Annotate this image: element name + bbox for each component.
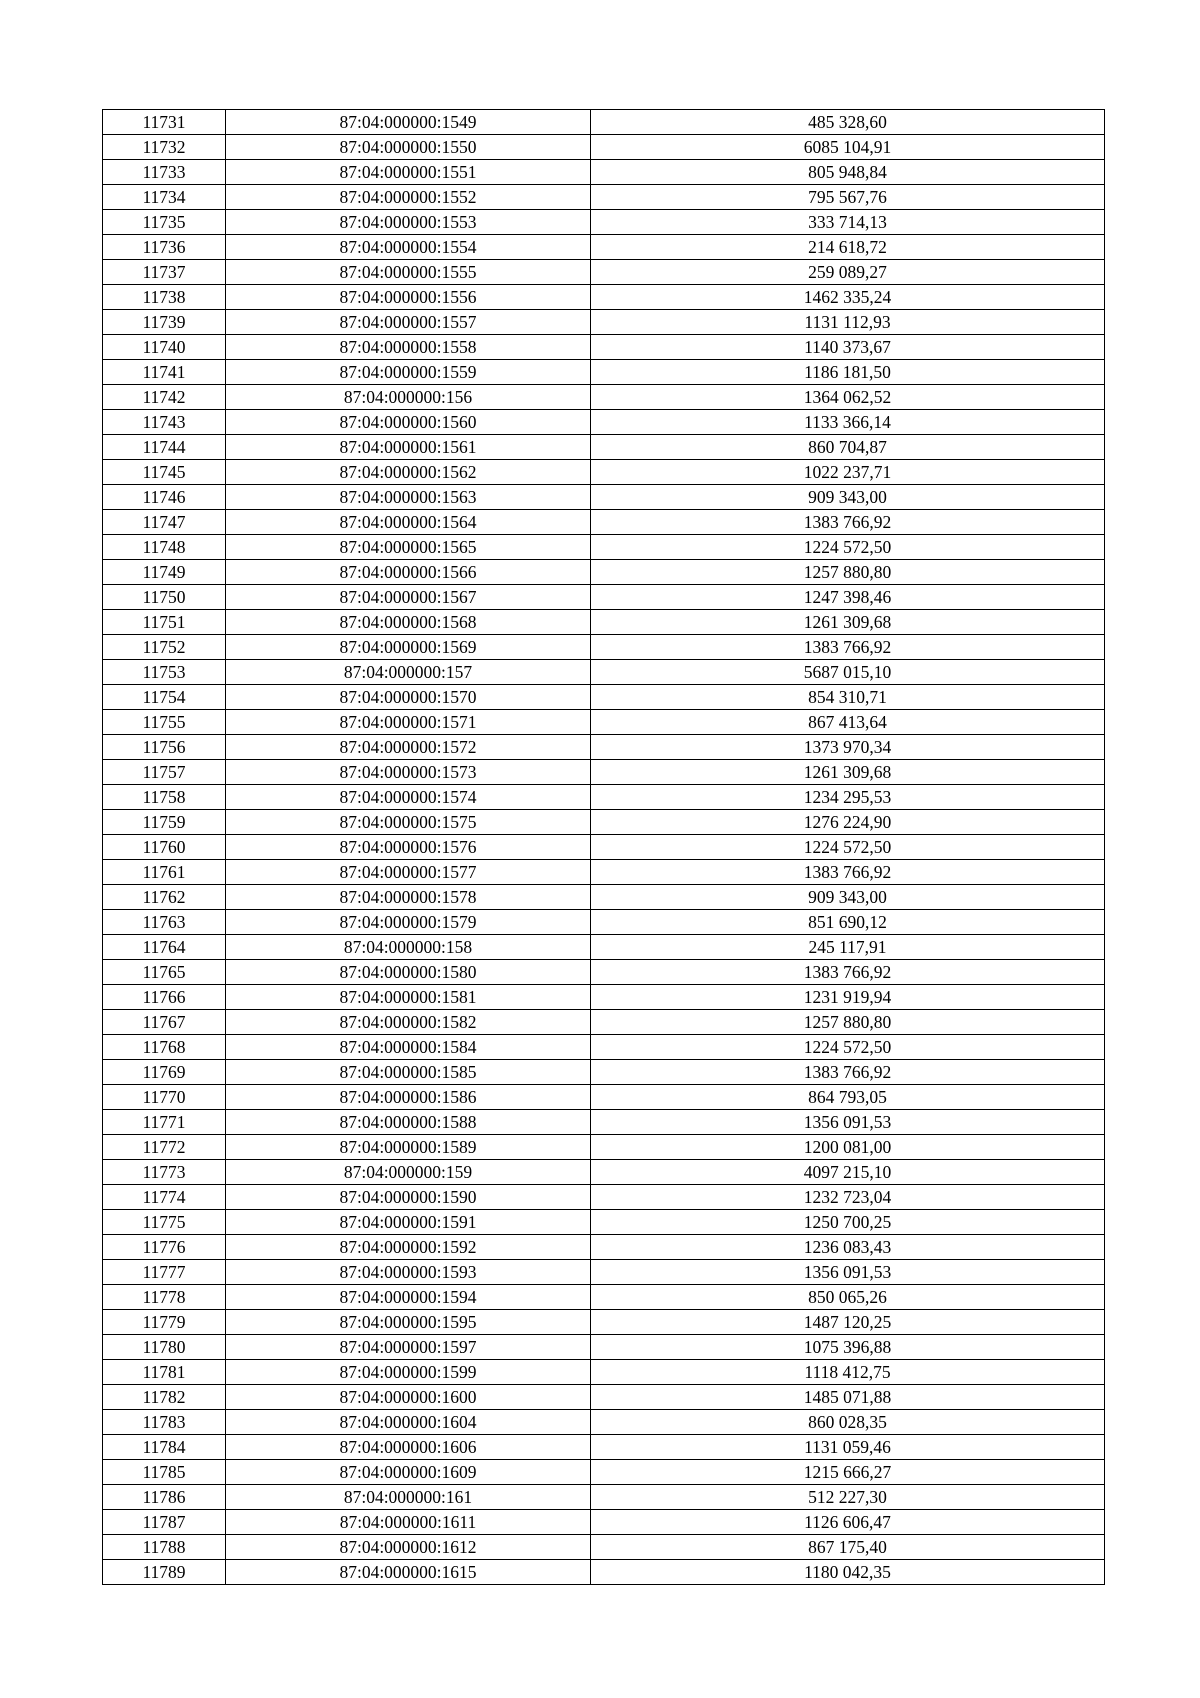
cadastral-value-cell: 259 089,27 bbox=[591, 260, 1105, 285]
row-number-cell: 11784 bbox=[103, 1435, 226, 1460]
cadastral-value-cell: 1383 766,92 bbox=[591, 635, 1105, 660]
row-number-cell: 11787 bbox=[103, 1510, 226, 1535]
cadastral-value-cell: 1232 723,04 bbox=[591, 1185, 1105, 1210]
cadastral-value-cell: 485 328,60 bbox=[591, 110, 1105, 135]
table-row bbox=[103, 1010, 1105, 1035]
cadastral-value-cell: 795 567,76 bbox=[591, 185, 1105, 210]
cadastral-number-cell: 87:04:000000:1568 bbox=[226, 610, 591, 635]
cadastral-value-cell: 214 618,72 bbox=[591, 235, 1105, 260]
cadastral-value-cell: 1131 112,93 bbox=[591, 310, 1105, 335]
table-row bbox=[103, 885, 1105, 910]
cadastral-value-cell: 4097 215,10 bbox=[591, 1160, 1105, 1185]
cadastral-number-cell: 87:04:000000:156 bbox=[226, 385, 591, 410]
row-number-cell: 11758 bbox=[103, 785, 226, 810]
cadastral-number-cell: 87:04:000000:1611 bbox=[226, 1510, 591, 1535]
cadastral-number-cell: 87:04:000000:1572 bbox=[226, 735, 591, 760]
cadastral-number-cell: 87:04:000000:1593 bbox=[226, 1260, 591, 1285]
cadastral-value-cell: 860 704,87 bbox=[591, 435, 1105, 460]
table-row bbox=[103, 1235, 1105, 1260]
cadastral-number-cell: 87:04:000000:1552 bbox=[226, 185, 591, 210]
cadastral-value-cell: 6085 104,91 bbox=[591, 135, 1105, 160]
table-row bbox=[103, 1485, 1105, 1510]
cadastral-number-cell: 87:04:000000:1563 bbox=[226, 485, 591, 510]
cadastral-number-cell: 87:04:000000:1562 bbox=[226, 460, 591, 485]
cadastral-value-cell: 1364 062,52 bbox=[591, 385, 1105, 410]
table-row bbox=[103, 485, 1105, 510]
cadastral-value-cell: 805 948,84 bbox=[591, 160, 1105, 185]
row-number-cell: 11759 bbox=[103, 810, 226, 835]
cadastral-number-cell: 87:04:000000:1615 bbox=[226, 1560, 591, 1585]
table-row bbox=[103, 135, 1105, 160]
row-number-cell: 11785 bbox=[103, 1460, 226, 1485]
cadastral-number-cell: 87:04:000000:1592 bbox=[226, 1235, 591, 1260]
cadastral-value-cell: 909 343,00 bbox=[591, 885, 1105, 910]
cadastral-number-cell: 87:04:000000:1571 bbox=[226, 710, 591, 735]
table-row bbox=[103, 860, 1105, 885]
table-row bbox=[103, 1560, 1105, 1585]
row-number-cell: 11744 bbox=[103, 435, 226, 460]
cadastral-value-cell: 1356 091,53 bbox=[591, 1110, 1105, 1135]
cadastral-number-cell: 87:04:000000:1590 bbox=[226, 1185, 591, 1210]
cadastral-value-cell: 1261 309,68 bbox=[591, 610, 1105, 635]
cadastral-value-cell: 1224 572,50 bbox=[591, 535, 1105, 560]
table-row bbox=[103, 710, 1105, 735]
cadastral-number-cell: 87:04:000000:1564 bbox=[226, 510, 591, 535]
cadastral-value-cell: 1180 042,35 bbox=[591, 1560, 1105, 1585]
cadastral-value-cell: 1261 309,68 bbox=[591, 760, 1105, 785]
table-row bbox=[103, 910, 1105, 935]
cadastral-value-cell: 333 714,13 bbox=[591, 210, 1105, 235]
row-number-cell: 11733 bbox=[103, 160, 226, 185]
cadastral-value-cell: 864 793,05 bbox=[591, 1085, 1105, 1110]
row-number-cell: 11788 bbox=[103, 1535, 226, 1560]
table-row bbox=[103, 935, 1105, 960]
table-row bbox=[103, 310, 1105, 335]
row-number-cell: 11774 bbox=[103, 1185, 226, 1210]
cadastral-value-cell: 1462 335,24 bbox=[591, 285, 1105, 310]
table-row bbox=[103, 510, 1105, 535]
row-number-cell: 11782 bbox=[103, 1385, 226, 1410]
cadastral-value-cell: 1234 295,53 bbox=[591, 785, 1105, 810]
row-number-cell: 11757 bbox=[103, 760, 226, 785]
cadastral-number-cell: 87:04:000000:1591 bbox=[226, 1210, 591, 1235]
table-row bbox=[103, 760, 1105, 785]
table-row bbox=[103, 410, 1105, 435]
cadastral-value-cell: 1022 237,71 bbox=[591, 460, 1105, 485]
table-row bbox=[103, 985, 1105, 1010]
cadastral-value-cell: 5687 015,10 bbox=[591, 660, 1105, 685]
cadastral-number-cell: 87:04:000000:1561 bbox=[226, 435, 591, 460]
cadastral-value-cell: 1140 373,67 bbox=[591, 335, 1105, 360]
table-row bbox=[103, 535, 1105, 560]
cadastral-value-cell: 1224 572,50 bbox=[591, 1035, 1105, 1060]
row-number-cell: 11737 bbox=[103, 260, 226, 285]
cadastral-number-cell: 87:04:000000:1575 bbox=[226, 810, 591, 835]
cadastral-number-cell: 87:04:000000:1569 bbox=[226, 635, 591, 660]
cadastral-number-cell: 87:04:000000:1573 bbox=[226, 760, 591, 785]
row-number-cell: 11749 bbox=[103, 560, 226, 585]
row-number-cell: 11731 bbox=[103, 110, 226, 135]
cadastral-number-cell: 87:04:000000:1578 bbox=[226, 885, 591, 910]
cadastral-value-cell: 1118 412,75 bbox=[591, 1360, 1105, 1385]
cadastral-value-table bbox=[102, 109, 1105, 1585]
table-row bbox=[103, 1535, 1105, 1560]
table-row bbox=[103, 660, 1105, 685]
row-number-cell: 11736 bbox=[103, 235, 226, 260]
table-row bbox=[103, 735, 1105, 760]
cadastral-number-cell: 87:04:000000:1609 bbox=[226, 1460, 591, 1485]
table-row bbox=[103, 1060, 1105, 1085]
table-row bbox=[103, 1210, 1105, 1235]
table-row bbox=[103, 560, 1105, 585]
cadastral-value-cell: 1250 700,25 bbox=[591, 1210, 1105, 1235]
cadastral-value-cell: 1075 396,88 bbox=[591, 1335, 1105, 1360]
row-number-cell: 11762 bbox=[103, 885, 226, 910]
table-body bbox=[103, 110, 1105, 1585]
row-number-cell: 11781 bbox=[103, 1360, 226, 1385]
table-row bbox=[103, 460, 1105, 485]
cadastral-number-cell: 87:04:000000:1551 bbox=[226, 160, 591, 185]
cadastral-number-cell: 87:04:000000:1559 bbox=[226, 360, 591, 385]
cadastral-value-cell: 245 117,91 bbox=[591, 935, 1105, 960]
table-row bbox=[103, 285, 1105, 310]
cadastral-value-cell: 850 065,26 bbox=[591, 1285, 1105, 1310]
cadastral-value-cell: 1215 666,27 bbox=[591, 1460, 1105, 1485]
table-row bbox=[103, 260, 1105, 285]
cadastral-value-cell: 1383 766,92 bbox=[591, 860, 1105, 885]
table-row bbox=[103, 1160, 1105, 1185]
cadastral-number-cell: 87:04:000000:1588 bbox=[226, 1110, 591, 1135]
row-number-cell: 11766 bbox=[103, 985, 226, 1010]
table-row bbox=[103, 210, 1105, 235]
cadastral-value-cell: 1200 081,00 bbox=[591, 1135, 1105, 1160]
cadastral-value-cell: 512 227,30 bbox=[591, 1485, 1105, 1510]
table-row bbox=[103, 1310, 1105, 1335]
row-number-cell: 11746 bbox=[103, 485, 226, 510]
cadastral-number-cell: 87:04:000000:1550 bbox=[226, 135, 591, 160]
row-number-cell: 11777 bbox=[103, 1260, 226, 1285]
cadastral-number-cell: 87:04:000000:1581 bbox=[226, 985, 591, 1010]
table-row bbox=[103, 1460, 1105, 1485]
cadastral-number-cell: 87:04:000000:1553 bbox=[226, 210, 591, 235]
cadastral-number-cell: 87:04:000000:1599 bbox=[226, 1360, 591, 1385]
row-number-cell: 11769 bbox=[103, 1060, 226, 1085]
row-number-cell: 11768 bbox=[103, 1035, 226, 1060]
cadastral-number-cell: 87:04:000000:1595 bbox=[226, 1310, 591, 1335]
table-row bbox=[103, 435, 1105, 460]
cadastral-number-cell: 87:04:000000:1597 bbox=[226, 1335, 591, 1360]
cadastral-value-cell: 1133 366,14 bbox=[591, 410, 1105, 435]
cadastral-value-cell: 867 413,64 bbox=[591, 710, 1105, 735]
table-row bbox=[103, 685, 1105, 710]
cadastral-value-cell: 1186 181,50 bbox=[591, 360, 1105, 385]
row-number-cell: 11771 bbox=[103, 1110, 226, 1135]
cadastral-number-cell: 87:04:000000:1586 bbox=[226, 1085, 591, 1110]
cadastral-value-cell: 1356 091,53 bbox=[591, 1260, 1105, 1285]
row-number-cell: 11738 bbox=[103, 285, 226, 310]
row-number-cell: 11740 bbox=[103, 335, 226, 360]
cadastral-number-cell: 87:04:000000:1600 bbox=[226, 1385, 591, 1410]
table-row bbox=[103, 1285, 1105, 1310]
cadastral-value-cell: 1231 919,94 bbox=[591, 985, 1105, 1010]
row-number-cell: 11742 bbox=[103, 385, 226, 410]
table-row bbox=[103, 160, 1105, 185]
row-number-cell: 11760 bbox=[103, 835, 226, 860]
row-number-cell: 11747 bbox=[103, 510, 226, 535]
row-number-cell: 11789 bbox=[103, 1560, 226, 1585]
row-number-cell: 11739 bbox=[103, 310, 226, 335]
row-number-cell: 11756 bbox=[103, 735, 226, 760]
cadastral-number-cell: 87:04:000000:1570 bbox=[226, 685, 591, 710]
cadastral-number-cell: 87:04:000000:1584 bbox=[226, 1035, 591, 1060]
table-row bbox=[103, 1360, 1105, 1385]
table-row bbox=[103, 1435, 1105, 1460]
cadastral-number-cell: 87:04:000000:1576 bbox=[226, 835, 591, 860]
cadastral-value-cell: 1247 398,46 bbox=[591, 585, 1105, 610]
row-number-cell: 11743 bbox=[103, 410, 226, 435]
cadastral-number-cell: 87:04:000000:1555 bbox=[226, 260, 591, 285]
cadastral-number-cell: 87:04:000000:159 bbox=[226, 1160, 591, 1185]
table-row bbox=[103, 635, 1105, 660]
cadastral-value-cell: 1224 572,50 bbox=[591, 835, 1105, 860]
table-row bbox=[103, 1135, 1105, 1160]
cadastral-number-cell: 87:04:000000:1606 bbox=[226, 1435, 591, 1460]
table-row bbox=[103, 610, 1105, 635]
row-number-cell: 11765 bbox=[103, 960, 226, 985]
table-row bbox=[103, 185, 1105, 210]
row-number-cell: 11752 bbox=[103, 635, 226, 660]
cadastral-value-cell: 1126 606,47 bbox=[591, 1510, 1105, 1535]
row-number-cell: 11778 bbox=[103, 1285, 226, 1310]
table-row bbox=[103, 235, 1105, 260]
row-number-cell: 11775 bbox=[103, 1210, 226, 1235]
table-row bbox=[103, 110, 1105, 135]
cadastral-value-cell: 1257 880,80 bbox=[591, 560, 1105, 585]
row-number-cell: 11763 bbox=[103, 910, 226, 935]
table-row bbox=[103, 1410, 1105, 1435]
cadastral-value-cell: 1383 766,92 bbox=[591, 960, 1105, 985]
cadastral-value-cell: 854 310,71 bbox=[591, 685, 1105, 710]
cadastral-number-cell: 87:04:000000:1577 bbox=[226, 860, 591, 885]
cadastral-number-cell: 87:04:000000:1579 bbox=[226, 910, 591, 935]
cadastral-number-cell: 87:04:000000:1567 bbox=[226, 585, 591, 610]
cadastral-number-cell: 87:04:000000:1580 bbox=[226, 960, 591, 985]
table-row bbox=[103, 785, 1105, 810]
row-number-cell: 11770 bbox=[103, 1085, 226, 1110]
row-number-cell: 11783 bbox=[103, 1410, 226, 1435]
cadastral-number-cell: 87:04:000000:1589 bbox=[226, 1135, 591, 1160]
cadastral-value-cell: 1373 970,34 bbox=[591, 735, 1105, 760]
cadastral-value-cell: 1487 120,25 bbox=[591, 1310, 1105, 1335]
cadastral-value-cell: 1485 071,88 bbox=[591, 1385, 1105, 1410]
cadastral-number-cell: 87:04:000000:1566 bbox=[226, 560, 591, 585]
row-number-cell: 11732 bbox=[103, 135, 226, 160]
cadastral-number-cell: 87:04:000000:1556 bbox=[226, 285, 591, 310]
cadastral-number-cell: 87:04:000000:1582 bbox=[226, 1010, 591, 1035]
cadastral-number-cell: 87:04:000000:1557 bbox=[226, 310, 591, 335]
cadastral-number-cell: 87:04:000000:1594 bbox=[226, 1285, 591, 1310]
cadastral-number-cell: 87:04:000000:158 bbox=[226, 935, 591, 960]
cadastral-value-cell: 1383 766,92 bbox=[591, 1060, 1105, 1085]
cadastral-number-cell: 87:04:000000:1549 bbox=[226, 110, 591, 135]
cadastral-number-cell: 87:04:000000:1612 bbox=[226, 1535, 591, 1560]
row-number-cell: 11735 bbox=[103, 210, 226, 235]
table-row bbox=[103, 335, 1105, 360]
row-number-cell: 11773 bbox=[103, 1160, 226, 1185]
cadastral-number-cell: 87:04:000000:1604 bbox=[226, 1410, 591, 1435]
table-row bbox=[103, 585, 1105, 610]
table-row bbox=[103, 1085, 1105, 1110]
row-number-cell: 11750 bbox=[103, 585, 226, 610]
cadastral-number-cell: 87:04:000000:157 bbox=[226, 660, 591, 685]
table-row bbox=[103, 1510, 1105, 1535]
table-row bbox=[103, 1260, 1105, 1285]
row-number-cell: 11734 bbox=[103, 185, 226, 210]
row-number-cell: 11764 bbox=[103, 935, 226, 960]
cadastral-value-cell: 909 343,00 bbox=[591, 485, 1105, 510]
table-row bbox=[103, 810, 1105, 835]
cadastral-value-cell: 1257 880,80 bbox=[591, 1010, 1105, 1035]
cadastral-number-cell: 87:04:000000:1574 bbox=[226, 785, 591, 810]
cadastral-value-cell: 867 175,40 bbox=[591, 1535, 1105, 1560]
row-number-cell: 11786 bbox=[103, 1485, 226, 1510]
row-number-cell: 11753 bbox=[103, 660, 226, 685]
cadastral-number-cell: 87:04:000000:1565 bbox=[226, 535, 591, 560]
cadastral-value-cell: 860 028,35 bbox=[591, 1410, 1105, 1435]
cadastral-number-cell: 87:04:000000:1585 bbox=[226, 1060, 591, 1085]
cadastral-number-cell: 87:04:000000:161 bbox=[226, 1485, 591, 1510]
cadastral-value-cell: 1383 766,92 bbox=[591, 510, 1105, 535]
cadastral-number-cell: 87:04:000000:1558 bbox=[226, 335, 591, 360]
row-number-cell: 11779 bbox=[103, 1310, 226, 1335]
table-row bbox=[103, 360, 1105, 385]
cadastral-value-cell: 1131 059,46 bbox=[591, 1435, 1105, 1460]
row-number-cell: 11755 bbox=[103, 710, 226, 735]
cadastral-value-cell: 1276 224,90 bbox=[591, 810, 1105, 835]
cadastral-number-cell: 87:04:000000:1554 bbox=[226, 235, 591, 260]
table-row bbox=[103, 385, 1105, 410]
row-number-cell: 11767 bbox=[103, 1010, 226, 1035]
table-row bbox=[103, 835, 1105, 860]
row-number-cell: 11751 bbox=[103, 610, 226, 635]
cadastral-number-cell: 87:04:000000:1560 bbox=[226, 410, 591, 435]
row-number-cell: 11741 bbox=[103, 360, 226, 385]
row-number-cell: 11748 bbox=[103, 535, 226, 560]
table-row bbox=[103, 1335, 1105, 1360]
row-number-cell: 11745 bbox=[103, 460, 226, 485]
table-row bbox=[103, 1385, 1105, 1410]
row-number-cell: 11761 bbox=[103, 860, 226, 885]
table-row bbox=[103, 1110, 1105, 1135]
table-row bbox=[103, 960, 1105, 985]
cadastral-value-cell: 851 690,12 bbox=[591, 910, 1105, 935]
row-number-cell: 11754 bbox=[103, 685, 226, 710]
cadastral-value-cell: 1236 083,43 bbox=[591, 1235, 1105, 1260]
table-row bbox=[103, 1035, 1105, 1060]
table-row bbox=[103, 1185, 1105, 1210]
row-number-cell: 11772 bbox=[103, 1135, 226, 1160]
row-number-cell: 11776 bbox=[103, 1235, 226, 1260]
row-number-cell: 11780 bbox=[103, 1335, 226, 1360]
